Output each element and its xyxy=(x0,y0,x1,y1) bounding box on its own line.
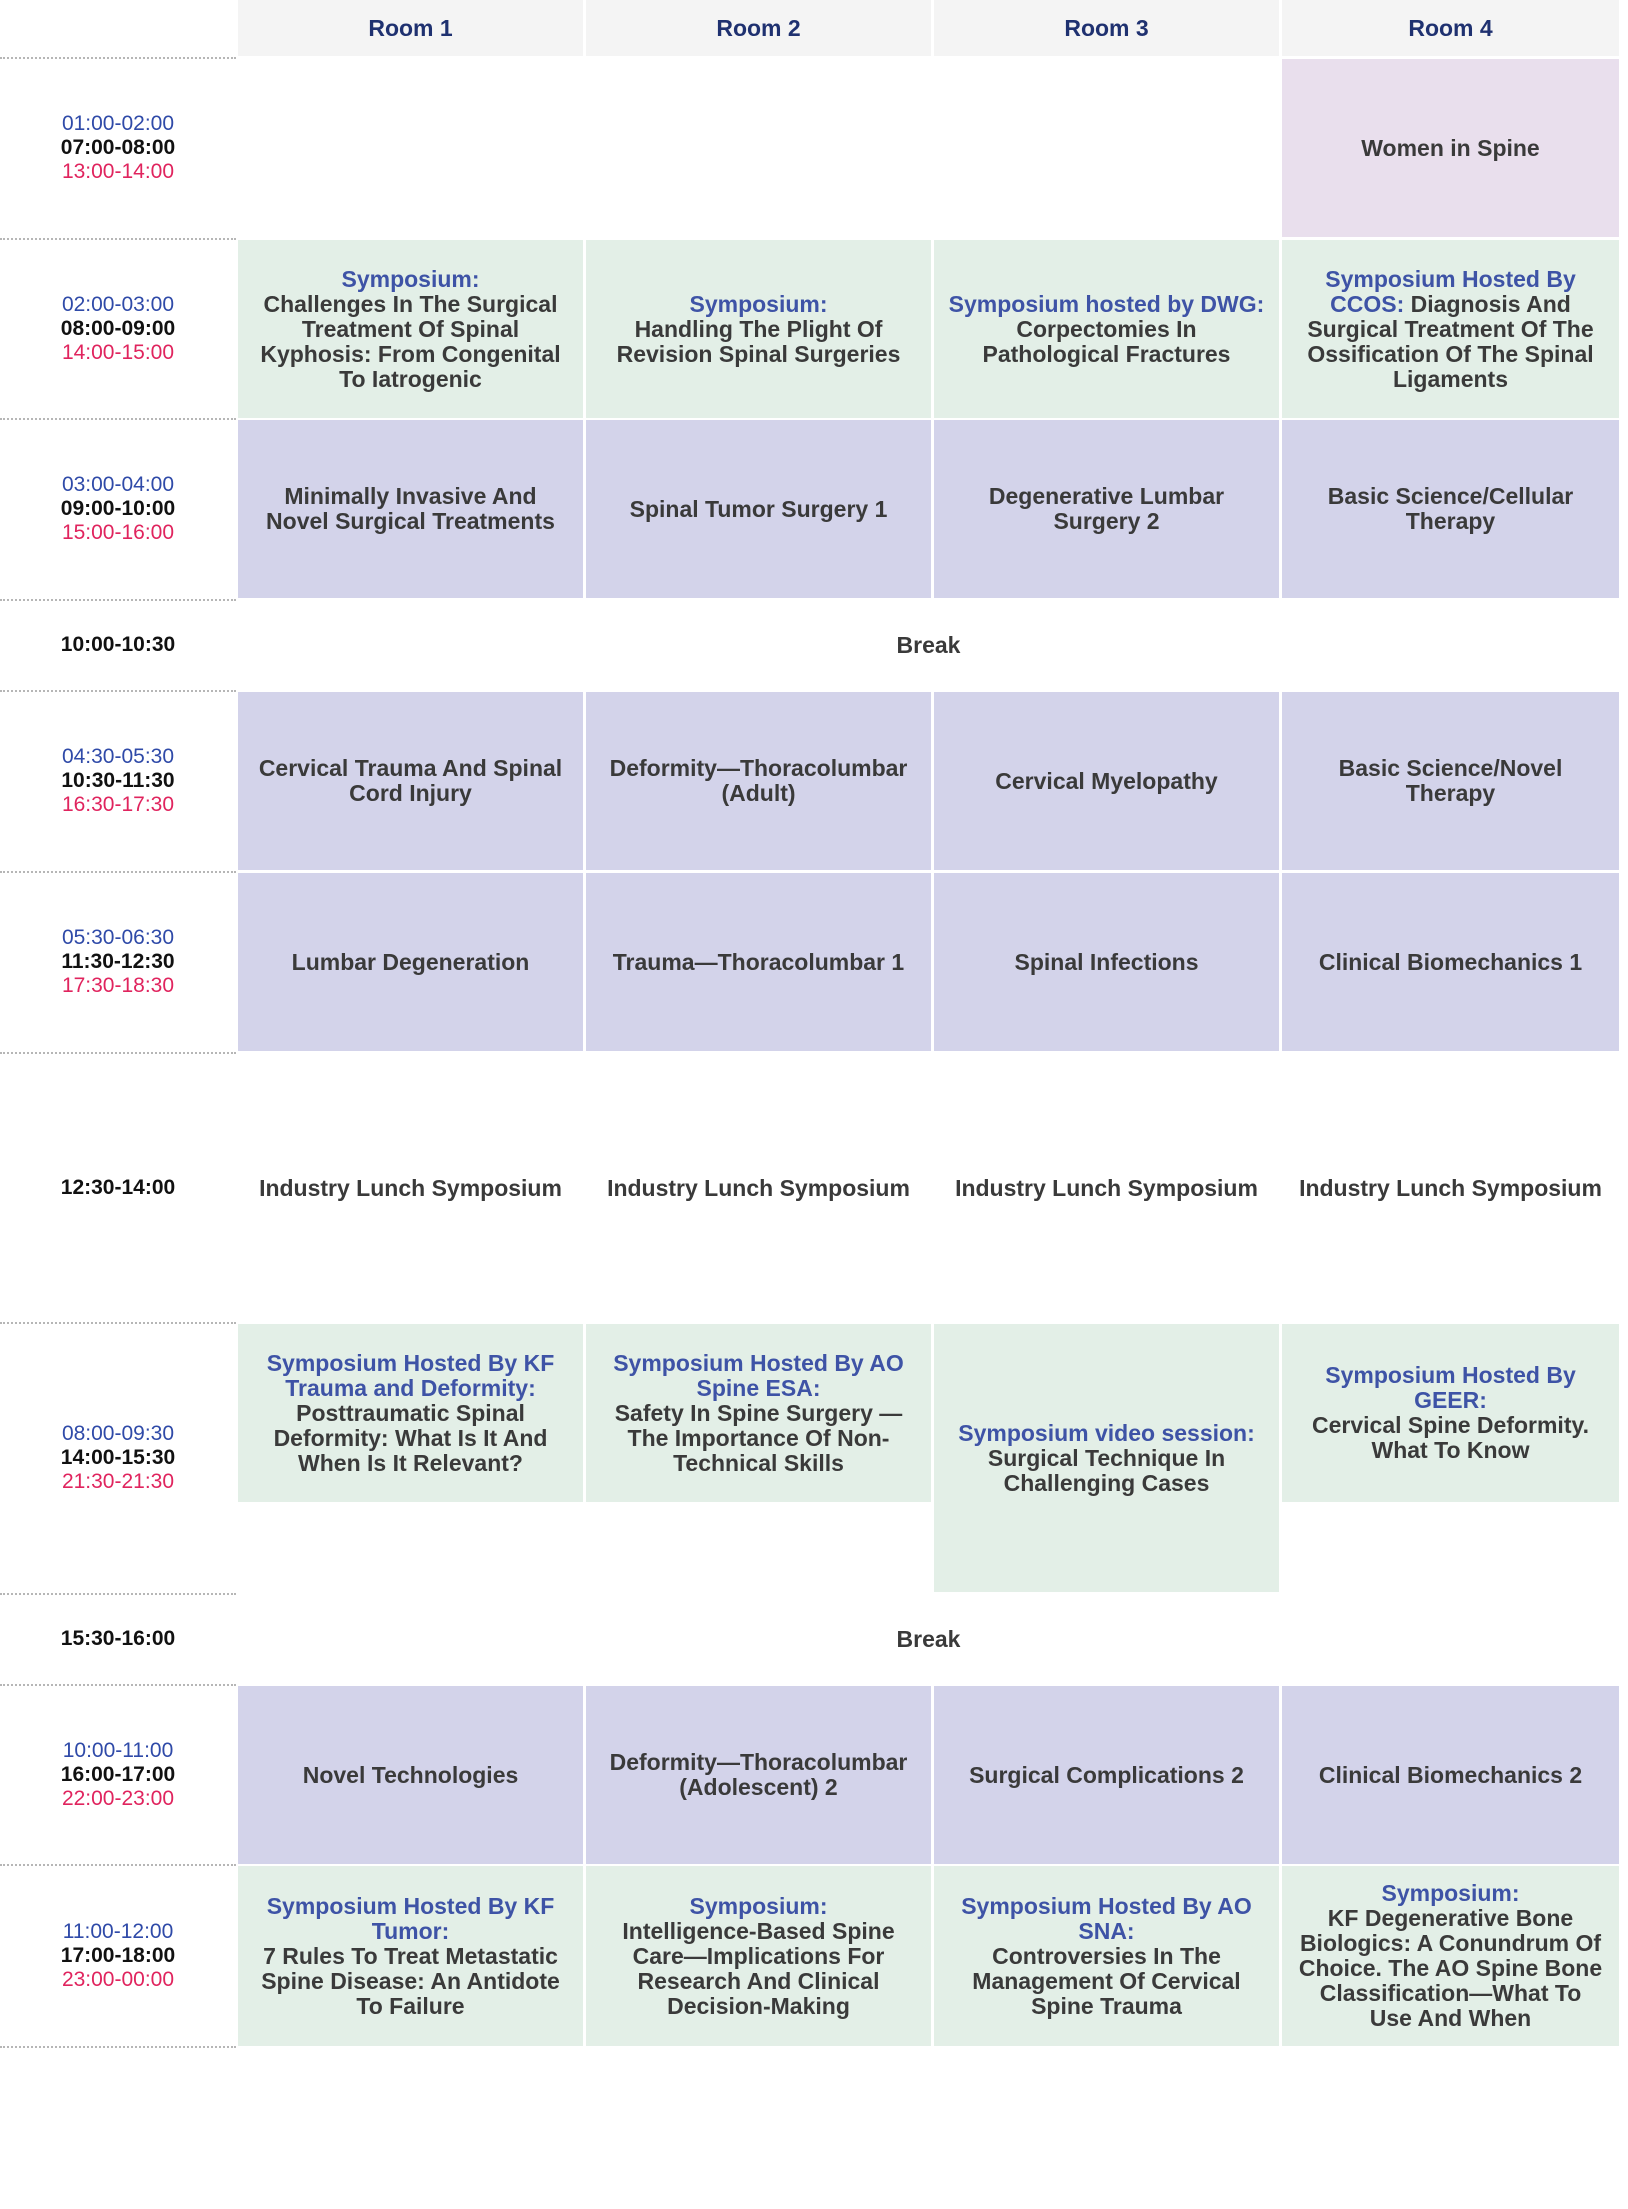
session[interactable]: Cervical Trauma And Spinal Cord Injury xyxy=(238,692,583,870)
session-symposium[interactable] xyxy=(586,1866,931,2046)
session-title: Handling The Plight Of Revision Spinal Surgeries xyxy=(616,315,901,367)
session-host-label: Symposium Hosted By KF Trauma and Deformity: xyxy=(266,1349,555,1401)
time-slot xyxy=(0,692,236,870)
time-slot xyxy=(0,420,236,598)
session[interactable]: Spinal Infections xyxy=(934,873,1279,1051)
session[interactable]: Cervical Myelopathy xyxy=(934,692,1279,870)
time-local-1: 10:00-11:00 xyxy=(62,1739,174,1762)
time-local-1: 02:00-03:00 xyxy=(61,293,175,316)
session[interactable]: Basic Science/Cellular Therapy xyxy=(1282,420,1619,598)
break-row: Break xyxy=(896,631,961,658)
session[interactable]: Novel Technologies xyxy=(238,1686,583,1864)
time-main: 15:30-16:00 xyxy=(60,1627,176,1650)
session-symposium[interactable] xyxy=(934,1866,1279,2046)
session-symposium[interactable] xyxy=(934,240,1279,418)
session-host-label: Symposium Hosted By KF Tumor: xyxy=(266,1892,555,1944)
session-symposium[interactable] xyxy=(586,240,931,418)
session-symposium[interactable] xyxy=(586,1324,931,1502)
time-local-1: 03:00-04:00 xyxy=(61,473,175,496)
time-main: 12:30-14:00 xyxy=(60,1176,176,1199)
time-main: 14:00-15:30 xyxy=(60,1446,176,1469)
time-main: 11:30-12:30 xyxy=(61,950,175,973)
session-title: Challenges In The Surgical Treatment Of Spinal Kyphosis: From Congenital To Iatrogenic xyxy=(260,290,561,392)
room-header-4: Room 4 xyxy=(1282,0,1619,56)
session-symposium[interactable] xyxy=(238,1866,583,2046)
time-local-2: 17:30-18:30 xyxy=(61,974,175,997)
time-main: 10:30-11:30 xyxy=(61,769,175,792)
time-slot xyxy=(0,1324,236,1592)
time-local-1: 01:00-02:00 xyxy=(61,112,175,135)
session-title: Intelligence-Based Spine Care—Implications For Research And Clinical Decision-Making xyxy=(622,1917,895,2019)
session[interactable]: Surgical Complications 2 xyxy=(934,1686,1279,1864)
session-symposium[interactable] xyxy=(934,1324,1279,1592)
session-title: KF Degenerative Bone Biologics: A Conundrum Of Choice. The AO Spine Bone Classification—What To Use And When xyxy=(1298,1905,1603,2031)
time-local-2: 21:30-21:30 xyxy=(61,1470,175,1493)
session-symposium[interactable] xyxy=(238,1324,583,1502)
time-slot xyxy=(0,873,236,1051)
session[interactable]: Degenerative Lumbar Surgery 2 xyxy=(934,420,1279,598)
session-title: Surgical Technique In Challenging Cases xyxy=(987,1444,1226,1496)
room-header-1: Room 1 xyxy=(238,0,583,56)
break-row: Break xyxy=(896,1625,961,1652)
session-host-label: Symposium Hosted By GEER: xyxy=(1325,1362,1576,1413)
session-host-label: Symposium Hosted By CCOS: xyxy=(1325,265,1576,317)
session-host-label: Symposium: xyxy=(689,290,828,317)
time-local-2: 15:00-16:00 xyxy=(61,521,175,544)
row-divider xyxy=(0,2046,236,2048)
session-lunch[interactable]: Industry Lunch Symposium xyxy=(607,1174,910,1201)
session-symposium[interactable] xyxy=(1282,240,1619,418)
time-slot xyxy=(0,1866,236,2046)
session[interactable]: Basic Science/Novel Therapy xyxy=(1282,692,1619,870)
room-header-3: Room 3 xyxy=(934,0,1279,56)
time-local-2: 16:30-17:30 xyxy=(61,793,175,816)
time-local-2: 13:00-14:00 xyxy=(61,160,175,183)
time-main: 16:00-17:00 xyxy=(60,1763,176,1786)
time-local-1: 08:00-09:30 xyxy=(61,1422,175,1445)
session-title: Controversies In The Management Of Cervical Spine Trauma xyxy=(972,1942,1241,2019)
session-host-label: Symposium video session: xyxy=(958,1419,1255,1446)
session-host-label: Symposium: xyxy=(1381,1880,1520,1906)
session-title: Cervical Spine Deformity. What To Know xyxy=(1312,1412,1589,1463)
session[interactable]: Deformity—Thoracolumbar (Adolescent) 2 xyxy=(586,1686,931,1864)
session-title: Diagnosis And Surgical Treatment Of The Ossification Of The Spinal Ligaments xyxy=(1307,290,1594,392)
time-local-1: 04:30-05:30 xyxy=(61,745,175,768)
time-local-2: 23:00-00:00 xyxy=(61,1968,175,1991)
session-symposium[interactable] xyxy=(1282,1324,1619,1502)
session-title: 7 Rules To Treat Metastatic Spine Disease: An Antidote To Failure xyxy=(261,1942,560,2019)
session[interactable]: Lumbar Degeneration xyxy=(238,873,583,1051)
session-host-label: Symposium Hosted By AO Spine ESA: xyxy=(613,1349,904,1401)
session[interactable]: Clinical Biomechanics 2 xyxy=(1282,1686,1619,1864)
session-women-in-spine[interactable]: Women in Spine xyxy=(1282,59,1619,237)
session-lunch[interactable]: Industry Lunch Symposium xyxy=(955,1174,1258,1201)
session-title: Posttraumatic Spinal Deformity: What Is It And When Is It Relevant? xyxy=(273,1399,548,1476)
session-lunch[interactable]: Industry Lunch Symposium xyxy=(259,1174,562,1201)
session[interactable]: Spinal Tumor Surgery 1 xyxy=(586,420,931,598)
session-title: Corpectomies In Pathological Fractures xyxy=(982,315,1231,367)
session-host-label: Symposium: xyxy=(341,265,480,292)
session-host-label: Symposium: xyxy=(689,1892,828,1919)
session-host-label: Symposium hosted by DWG: xyxy=(948,290,1265,317)
session[interactable]: Minimally Invasive And Novel Surgical Treatments xyxy=(238,420,583,598)
time-main: 17:00-18:00 xyxy=(60,1944,176,1967)
session-symposium[interactable] xyxy=(238,240,583,418)
time-main: 08:00-09:00 xyxy=(60,317,176,340)
session-symposium[interactable] xyxy=(1282,1866,1619,2046)
time-local-2: 22:00-23:00 xyxy=(61,1787,175,1810)
time-slot xyxy=(0,240,236,418)
session[interactable]: Clinical Biomechanics 1 xyxy=(1282,873,1619,1051)
time-local-2: 14:00-15:00 xyxy=(61,341,175,364)
time-slot-lunch xyxy=(0,1054,236,1322)
time-slot-break xyxy=(0,1595,236,1683)
time-local-1: 11:00-12:00 xyxy=(62,1920,174,1943)
room-header-2: Room 2 xyxy=(586,0,931,56)
time-slot-break xyxy=(0,601,236,689)
time-local-1: 05:30-06:30 xyxy=(61,926,175,949)
session-host-label: Symposium Hosted By AO SNA: xyxy=(961,1892,1252,1944)
time-main: 10:00-10:30 xyxy=(60,633,176,656)
session[interactable]: Deformity—Thoracolumbar (Adult) xyxy=(586,692,931,870)
time-main: 09:00-10:00 xyxy=(60,497,176,520)
time-main: 07:00-08:00 xyxy=(60,136,176,159)
time-slot xyxy=(0,1686,236,1864)
session[interactable]: Trauma—Thoracolumbar 1 xyxy=(586,873,931,1051)
session-title: Safety In Spine Surgery —The Importance Of Non-Technical Skills xyxy=(614,1399,903,1476)
time-slot xyxy=(0,59,236,237)
session-lunch[interactable]: Industry Lunch Symposium xyxy=(1299,1174,1602,1201)
